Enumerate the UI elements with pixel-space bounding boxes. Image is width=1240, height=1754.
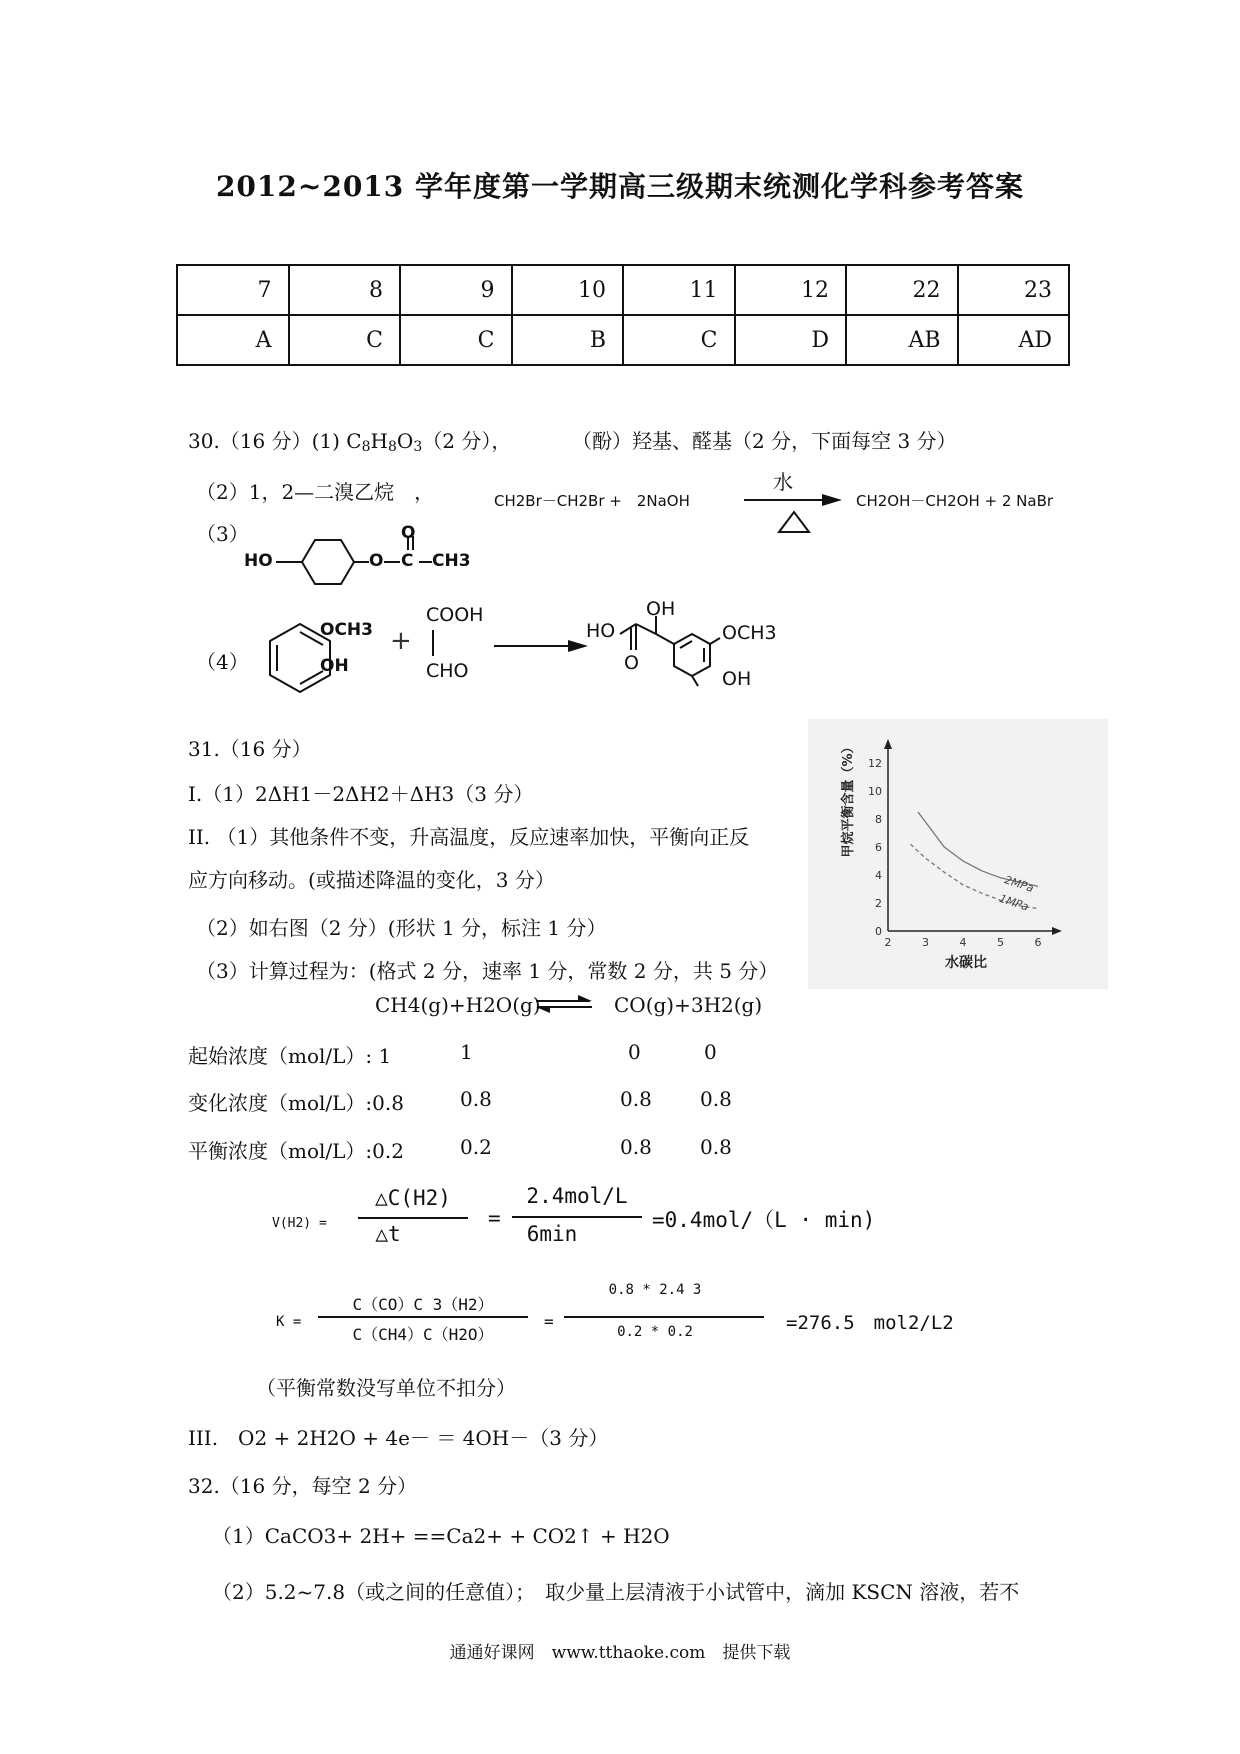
table-cell: AB <box>846 315 958 365</box>
q31-part-i: I.（1）2ΔH1－2ΔH2＋ΔH3（3 分） <box>188 782 534 806</box>
q30-part3-carbonyl-o: O <box>401 523 416 543</box>
table-cell: 7 <box>177 265 289 315</box>
footer-credit: 通通好课网 www.tthaoke.com 提供下载 <box>449 1643 791 1663</box>
q30-part3-label: （3） <box>196 522 249 546</box>
conc-cell: 0.8 <box>700 1087 732 1111</box>
conc-cell: 0.2 <box>460 1135 492 1159</box>
y-tick-label: 6 <box>875 841 882 854</box>
reaction-arrow-icon <box>492 636 592 656</box>
q30-part4-prod-och3: OCH3 <box>722 622 777 644</box>
series-label: 2MPa <box>1002 873 1036 895</box>
q30-part4-prod-o: O <box>624 652 639 674</box>
k-numerator-value: 0.8 * 2.4 3 <box>608 1282 702 1298</box>
rate-equals: = <box>488 1206 501 1230</box>
q30-formula-prefix: 30.（16 分）(1) C <box>188 429 362 453</box>
y-tick-label: 4 <box>875 869 882 882</box>
q32-part1: （1）CaCO3+ 2H+ ==Ca2+ + CO2↑ + H2O <box>212 1524 670 1548</box>
q31-header: 31.（16 分） <box>188 737 312 761</box>
q32-header: 32.（16 分，每空 2 分） <box>188 1474 418 1498</box>
k-note: （平衡常数没写单位不扣分） <box>256 1376 516 1400</box>
x-axis-arrow-icon <box>1052 927 1062 935</box>
table-cell: 10 <box>512 265 624 315</box>
methane-chart-panel <box>808 719 1108 989</box>
q30-part4-prod-ho: HO <box>586 620 616 642</box>
table-cell: 11 <box>623 265 735 315</box>
k-equals: = <box>544 1312 554 1331</box>
rate-denominator-value: 6min <box>526 1222 578 1246</box>
x-tick-label: 4 <box>959 936 967 949</box>
rate-result: =0.4mol/（L · min) <box>652 1208 876 1232</box>
table-cell: 8 <box>289 265 401 315</box>
conc-cell: 1 <box>460 1040 473 1064</box>
conc-cell: 0.8 <box>460 1087 492 1111</box>
table-cell: 23 <box>958 265 1070 315</box>
heating-arrow-icon <box>742 478 846 538</box>
q30-formula-rest: $_8H_8O_3(2$ 分）， <box>361 429 512 455</box>
y-axis-arrow-icon <box>884 739 892 749</box>
fraction-bar <box>358 1217 468 1219</box>
q30-part4-och3: OCH3 <box>320 620 373 640</box>
table-cell: 22 <box>846 265 958 315</box>
table-cell: A <box>177 315 289 365</box>
q30-header <box>188 425 511 455</box>
series-label: 1MPa <box>997 891 1031 914</box>
x-tick-label: 6 <box>1034 936 1042 949</box>
x-tick-label: 2 <box>884 936 892 949</box>
rate-lhs: V(H2) = <box>272 1216 327 1231</box>
q30-part4-bond <box>432 630 434 656</box>
table-cell: C <box>400 315 512 365</box>
q31-part-ii-1a: II. （1）其他条件不变，升高温度，反应速率加快，平衡向正反 <box>188 825 750 849</box>
conc-cell: 0.8 <box>620 1135 652 1159</box>
equation-right: CO(g)+3H2(g) <box>614 993 763 1017</box>
q30-part3-ch3: CH3 <box>432 551 471 571</box>
q30-part4-prod-oh: OH <box>722 668 752 690</box>
page-title: 2012~2013 学年度第一学期高三级期末统测化学科参考答案 <box>215 170 1025 203</box>
fraction-bar <box>318 1316 528 1318</box>
y-tick-label: 8 <box>875 813 882 826</box>
q30-part4-cho: CHO <box>426 660 469 682</box>
rate-numerator: △C(H2) <box>375 1186 451 1210</box>
q30-part4-oh: OH <box>320 656 349 676</box>
q30-groups: （酚）羟基、醛基（2 分，下面每空 3 分） <box>572 429 957 453</box>
q30-part3-ho: HO <box>244 551 273 571</box>
q30-part2-label: （2）1，2—二溴乙烷 ， <box>196 480 435 504</box>
table-cell: C <box>623 315 735 365</box>
k-lhs: K = <box>276 1314 302 1330</box>
k-denominator: C（CH4）C（H2O） <box>352 1325 494 1344</box>
table-cell: 12 <box>735 265 847 315</box>
conc-cell: 0 <box>628 1040 641 1064</box>
chart-ticks <box>868 739 1062 949</box>
table-row <box>177 315 1069 365</box>
x-tick-label: 3 <box>922 936 929 949</box>
answer-table <box>176 264 1070 366</box>
conc-cell: 0.8 <box>620 1087 652 1111</box>
methane-equilibrium-chart <box>808 719 1108 989</box>
q30-part4-prod-oh-top: OH <box>646 598 676 620</box>
table-cell: C <box>289 315 401 365</box>
conc-row-label: 变化浓度（mol/L）:0.8 <box>188 1091 404 1115</box>
q32-part2: （2）5.2~7.8（或之间的任意值）； 取少量上层清液于小试管中，滴加 KSCN 溶液，若不 <box>212 1580 1020 1604</box>
conc-cell: 0 <box>704 1040 717 1064</box>
q30-part4-cooh: COOH <box>426 604 484 626</box>
table-cell: B <box>512 315 624 365</box>
chart-series <box>911 812 1039 914</box>
equilibrium-arrow-icon <box>532 994 596 1014</box>
conc-row-label: 平衡浓度（mol/L）:0.2 <box>188 1139 404 1163</box>
q30-part3-o: O <box>369 551 384 571</box>
k-result: =276.5 mol2/L2 <box>786 1312 954 1334</box>
q30-part4-plus: + <box>390 626 412 656</box>
series-line-2MPa <box>918 812 1038 886</box>
chart-xlabel: 水碳比 <box>945 955 987 971</box>
x-tick-label: 5 <box>997 936 1004 949</box>
fraction-bar <box>564 1316 764 1318</box>
table-cell: D <box>735 315 847 365</box>
q31-part-ii-2: （2）如右图（2 分）(形状 1 分，标注 1 分） <box>196 916 607 940</box>
q31-part-ii-3: （3）计算过程为：(格式 2 分，速率 1 分，常数 2 分，共 5 分） <box>196 959 779 983</box>
y-tick-label: 10 <box>868 785 882 798</box>
q31-part-iii: III. O2 + 2H2O + 4e－ ＝ 4OH－（3 分） <box>188 1426 609 1450</box>
fraction-bar <box>512 1216 642 1218</box>
table-cell: 9 <box>400 265 512 315</box>
y-tick-label: 2 <box>875 897 882 910</box>
y-tick-label: 0 <box>875 925 882 938</box>
table-cell: AD <box>958 315 1070 365</box>
table-row <box>177 265 1069 315</box>
k-numerator: C（CO）C 3（H2） <box>352 1295 494 1314</box>
k-denominator-value: 0.2 * 0.2 <box>617 1324 693 1340</box>
equation-left: CH4(g)+H2O(g) <box>375 993 541 1017</box>
q30-part4-label: （4） <box>196 650 249 674</box>
q30-part3-c: C <box>401 551 414 571</box>
y-tick-label: 12 <box>868 757 882 770</box>
q30-part2-products: CH2OH－CH2OH + 2 NaBr <box>856 492 1054 510</box>
conc-cell: 0.8 <box>700 1135 732 1159</box>
rate-numerator-value: 2.4mol/L <box>526 1184 628 1208</box>
q30-part2-reactants: CH2Br－CH2Br + 2NaOH <box>494 492 690 510</box>
q31-part-ii-1b: 应方向移动。(或描述降温的变化，3 分） <box>188 868 555 892</box>
chart-ylabel: 甲烷平衡含量（%） <box>841 740 856 858</box>
conc-row-label: 起始浓度（mol/L）: 1 <box>188 1044 392 1068</box>
q30-part2-condition: 水 <box>773 470 793 494</box>
rate-denominator: △t <box>375 1222 401 1246</box>
